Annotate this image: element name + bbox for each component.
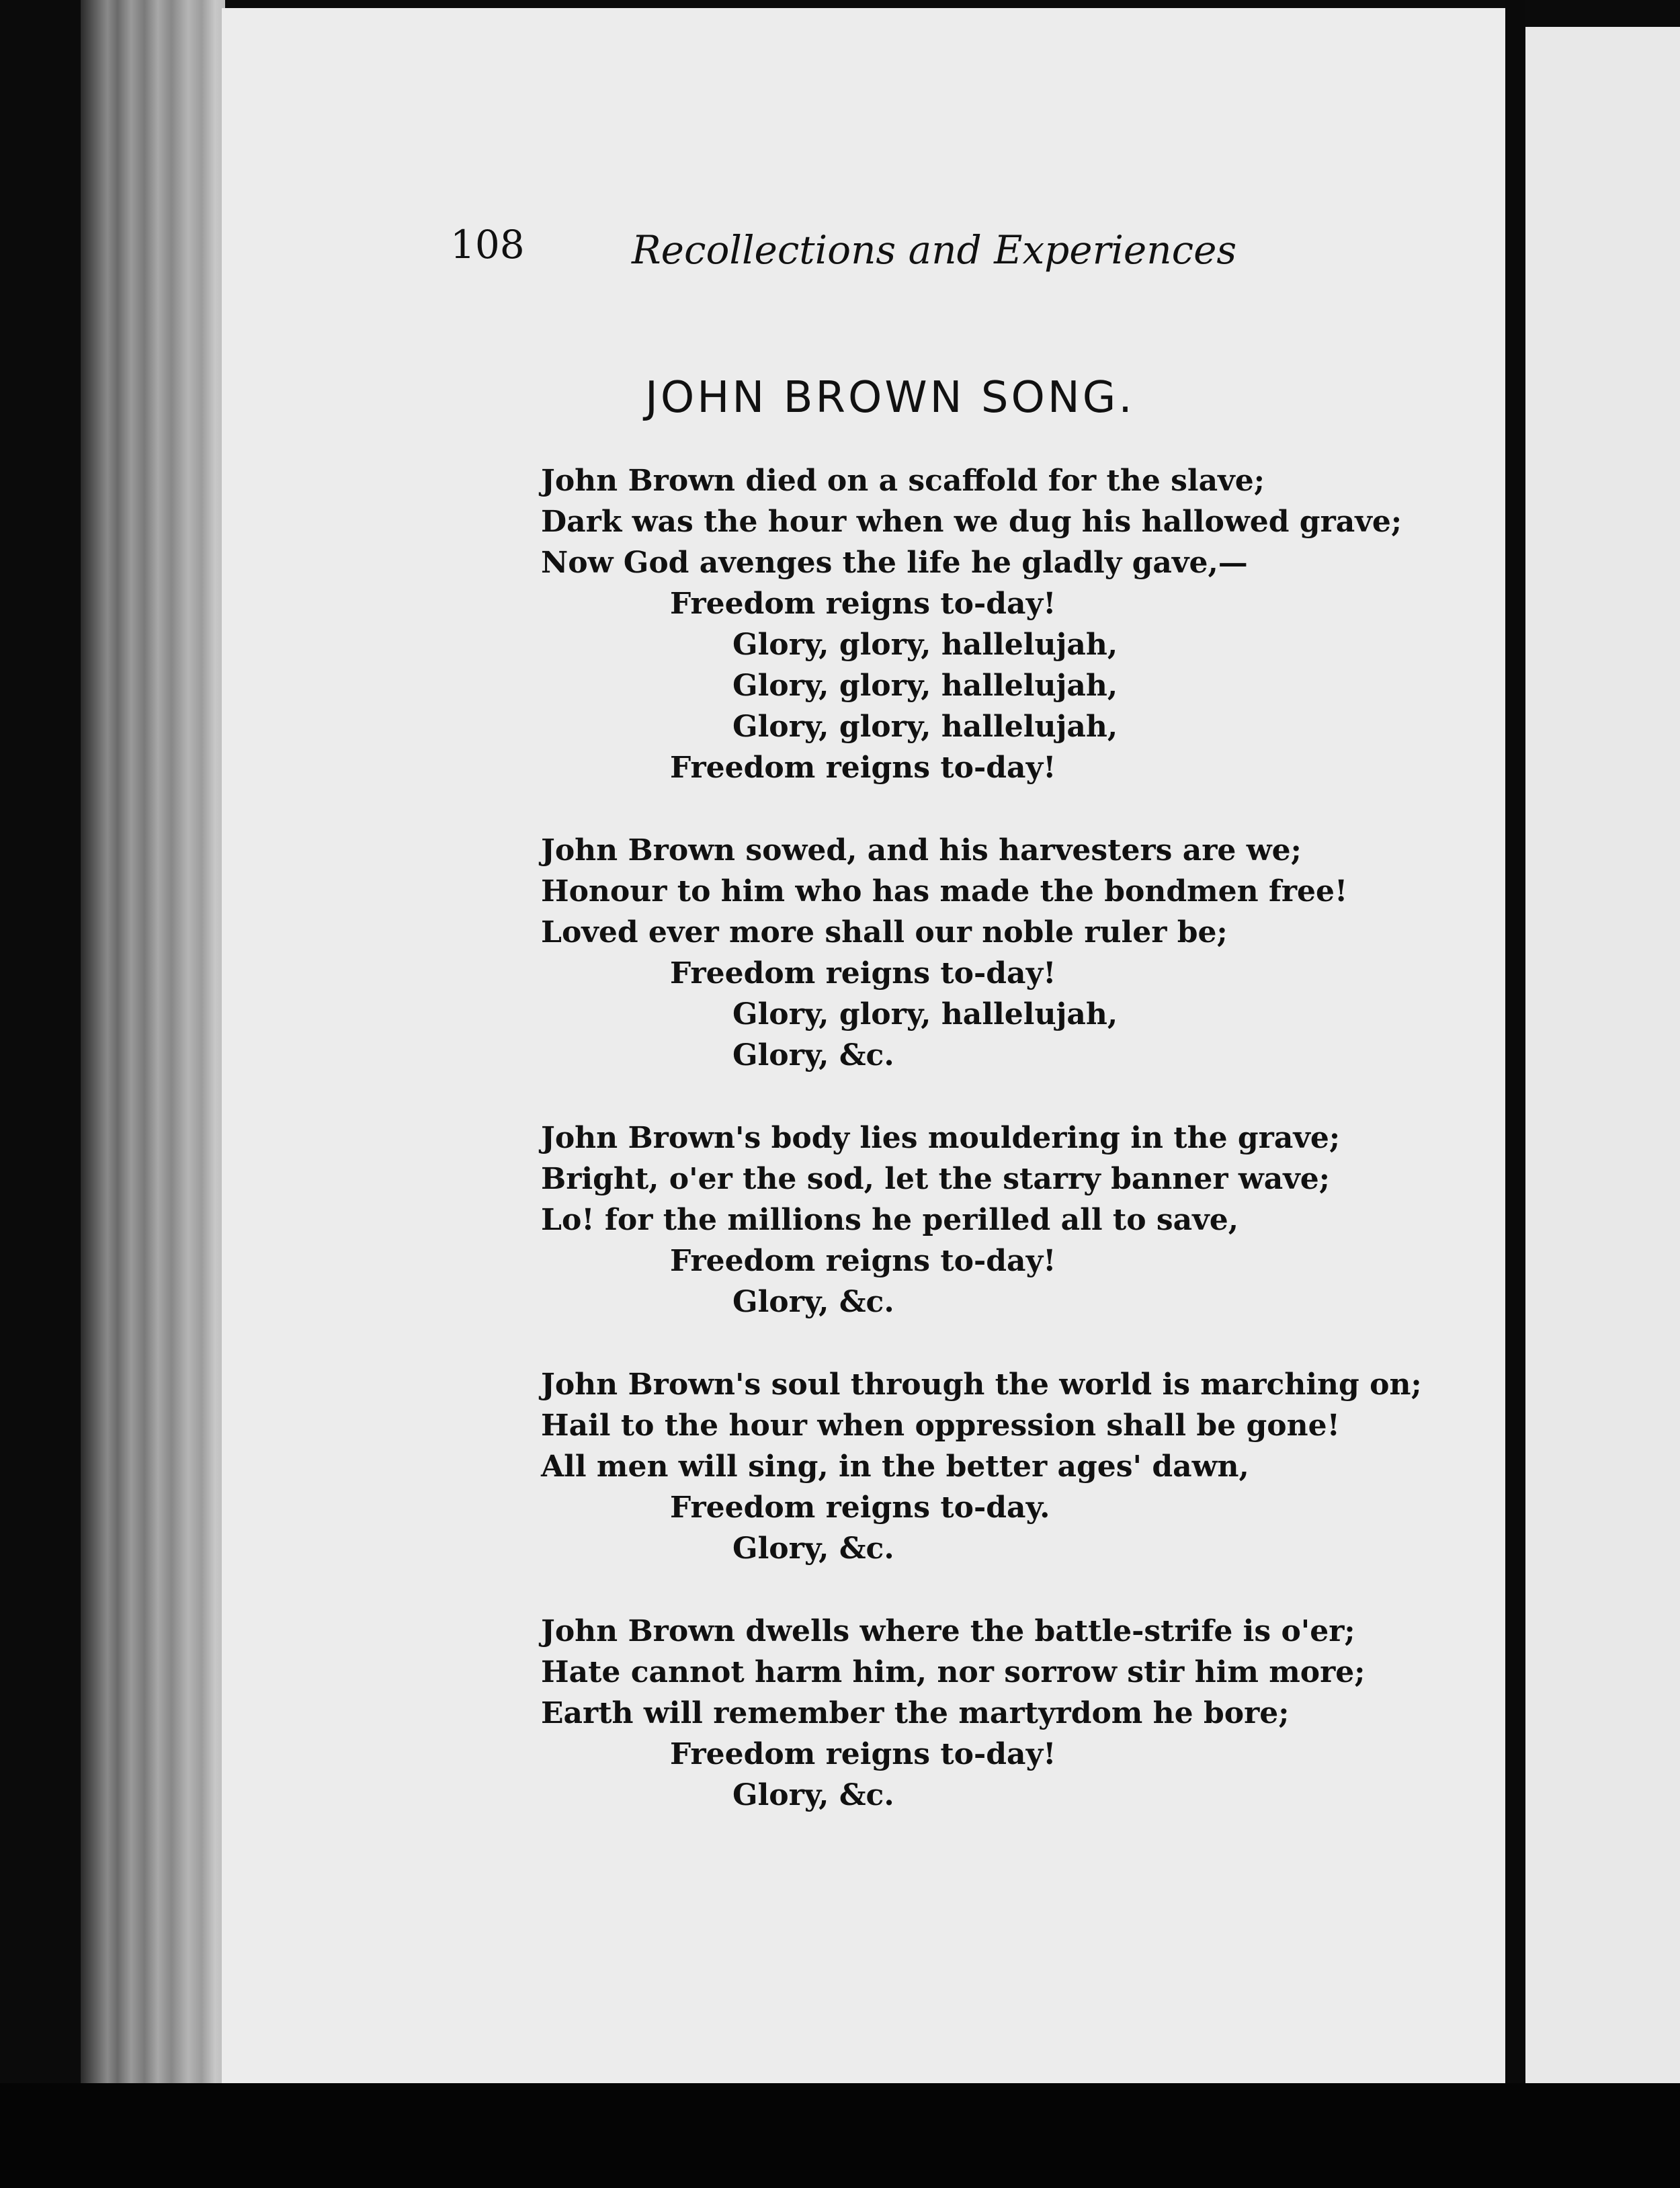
stanza (541, 460, 1402, 788)
running-head (450, 222, 1237, 276)
verse-line: John Brown's body lies mouldering in the grave; (541, 1121, 1341, 1155)
page-number: 108 (450, 222, 525, 267)
verse-line: Now God avenges the life he gladly gave,— (541, 546, 1248, 580)
verse-line: John Brown's soul through the world is marching on; (541, 1368, 1422, 1402)
verse-line: John Brown dwells where the battle-strife is o'er; (541, 1614, 1355, 1648)
verse-line: Glory, &c. (732, 1531, 894, 1566)
verse-line: All men will sing, in the better ages' dawn, (541, 1449, 1249, 1484)
verse-line: Glory, &c. (732, 1285, 894, 1319)
verse-line: Glory, &c. (732, 1778, 894, 1812)
verse-line: Hail to the hour when oppression shall be gone! (541, 1408, 1340, 1443)
stanza (541, 1611, 1368, 1816)
verse-line: John Brown sowed, and his harvesters are we; (541, 833, 1302, 868)
verse-line: Freedom reigns to-day! (670, 587, 1056, 621)
stanza (541, 1364, 1422, 1569)
verse-line: Hate cannot harm him, nor sorrow stir him more; (541, 1655, 1366, 1689)
book-page-edges (81, 0, 225, 2090)
verse-line: Glory, &c. (732, 1038, 894, 1072)
verse-line: Dark was the hour when we dug his hallowed grave; (541, 505, 1402, 539)
verse-line: Bright, o'er the sod, let the starry banner wave; (541, 1162, 1331, 1196)
verse-line: Freedom reigns to-day! (670, 751, 1056, 785)
verse-line: Glory, glory, hallelujah, (732, 710, 1118, 744)
stanza (541, 830, 1368, 1076)
verse-line: Lo! for the millions he perilled all to save, (541, 1203, 1239, 1237)
verse-line: Freedom reigns to-day! (670, 956, 1056, 991)
running-title: Recollections and Experiences (632, 227, 1237, 273)
stanza (541, 1118, 1368, 1322)
song-title: JOHN BROWN SONG. (645, 373, 1135, 423)
verse-line: Earth will remember the martyrdom he bore; (541, 1696, 1290, 1730)
verse-line: Freedom reigns to-day! (670, 1737, 1056, 1771)
verse-line: Freedom reigns to-day! (670, 1244, 1056, 1278)
song-text (541, 460, 1422, 1857)
verse-line: Glory, glory, hallelujah, (732, 669, 1118, 703)
bottom-shadow (0, 2083, 1680, 2188)
facing-page-edge (1525, 27, 1680, 2083)
verse-line: Glory, glory, hallelujah, (732, 997, 1118, 1032)
verse-line: Loved ever more shall our noble ruler be; (541, 915, 1228, 950)
verse-line: Freedom reigns to-day. (670, 1490, 1050, 1525)
verse-line: John Brown died on a scaffold for the slave; (541, 464, 1265, 498)
verse-line: Honour to him who has made the bondmen free! (541, 874, 1348, 909)
verse-line: Glory, glory, hallelujah, (732, 628, 1118, 662)
book-spine-shadow (1505, 0, 1525, 2097)
